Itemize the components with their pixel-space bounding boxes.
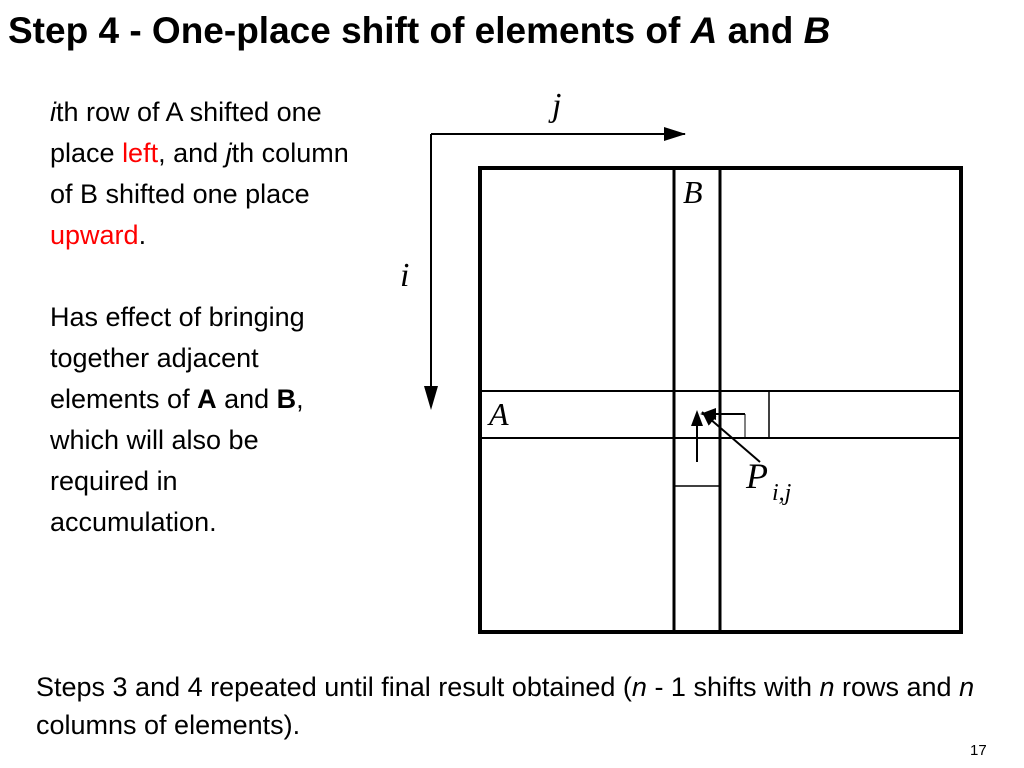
left-highlight: left: [122, 138, 159, 168]
shift-text-4: .: [138, 220, 147, 250]
n-variable-3: n: [959, 672, 975, 702]
i-arrowhead: [424, 386, 438, 410]
j-arrowhead: [664, 127, 686, 141]
effect-text-2: , which will also be required in accumulation.: [50, 384, 304, 537]
n-variable-2: n: [819, 672, 835, 702]
p-subscript: i,j: [772, 480, 792, 506]
b-label: B: [683, 174, 703, 210]
title-matrix-a: A: [690, 10, 718, 51]
repeat-text-2: - 1 shifts with: [646, 672, 820, 702]
bold-b: B: [276, 384, 297, 414]
i-axis-label: i: [400, 257, 410, 294]
shift-text-3: th column of B shifted one place: [50, 138, 349, 209]
p-label: P: [746, 456, 768, 496]
repeat-text-1: Steps 3 and 4 repeated until final result obtained (: [36, 672, 632, 702]
effect-and: and: [216, 384, 277, 414]
title-and: and: [717, 10, 804, 51]
repeat-note: [36, 668, 996, 744]
upward-highlight: upward: [50, 220, 139, 250]
shift-text-2: , and: [158, 138, 226, 168]
upward-arrowhead: [691, 410, 703, 426]
repeat-text-3: rows and: [834, 672, 960, 702]
effect-text-1: Has effect of bringing together adjacent elements of: [50, 302, 305, 414]
n-variable-1: n: [631, 672, 647, 702]
a-label: A: [489, 396, 509, 432]
j-axis-label: j: [552, 87, 562, 124]
page-number: 17: [970, 742, 987, 759]
i-variable: i: [50, 97, 56, 127]
title-prefix: Step 4 - One-place shift of elements of: [8, 10, 691, 51]
j-variable: j: [225, 138, 232, 168]
title-matrix-b: B: [803, 10, 831, 51]
repeat-text-4: columns of elements).: [36, 710, 301, 740]
bold-a: A: [197, 384, 217, 414]
shift-text-1: th row of A shifted one place: [50, 97, 322, 168]
